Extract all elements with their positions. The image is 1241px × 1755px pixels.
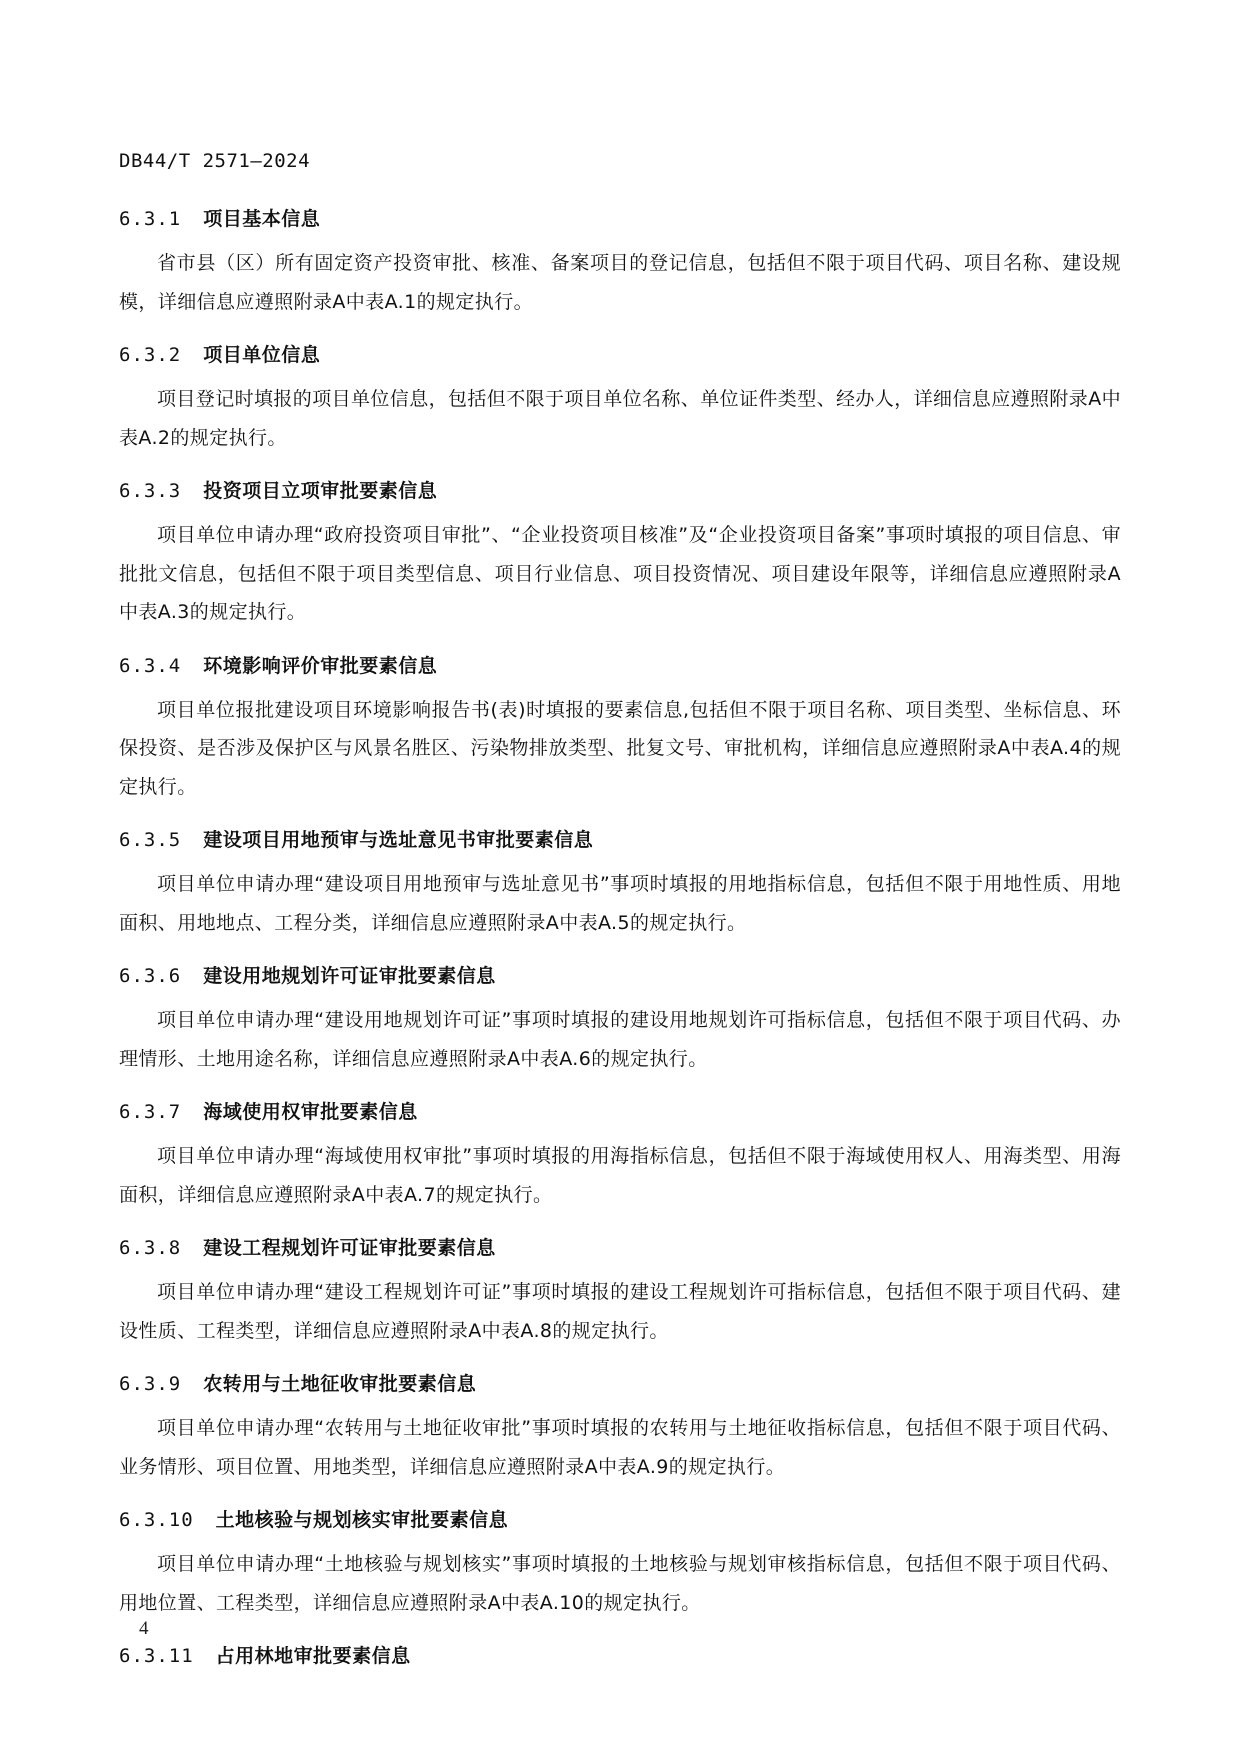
section-title: 占用林地审批要素信息 [215,1645,411,1667]
document-content [119,200,1121,1681]
section-6-3-7 [119,1093,1121,1214]
section-number: 6.3.8 [119,1237,182,1259]
section-heading [119,957,1121,995]
section-body: 项目单位申请办理“海域使用权审批”事项时填报的用海指标信息，包括但不限于海域使用权人、用海类型、用海面积，详细信息应遵照附录A中表A.7的规定执行。 [119,1145,1121,1206]
section-number: 6.3.10 [119,1509,194,1531]
section-heading [119,1501,1121,1539]
section-body: 项目登记时填报的项目单位信息，包括但不限于项目单位名称、单位证件类型、经办人，详细信息应遵照附录A中表A.2的规定执行。 [119,388,1122,449]
section-title: 建设用地规划许可证审批要素信息 [203,965,496,987]
section-6-3-11 [119,1637,1121,1675]
section-number: 6.3.6 [119,965,182,987]
section-number: 6.3.1 [119,208,182,230]
section-number: 6.3.4 [119,654,182,677]
section-6-3-4 [119,647,1121,807]
section-title: 环境影响评价审批要素信息 [203,654,438,677]
section-title: 建设工程规划许可证审批要素信息 [203,1237,496,1259]
section-body: 省市县（区）所有固定资产投资审批、核准、备案项目的登记信息，包括但不限于项目代码、项目名称、建设规模，详细信息应遵照附录A中表A.1的规定执行。 [119,252,1121,313]
section-title: 建设项目用地预审与选址意见书审批要素信息 [203,829,594,851]
section-6-3-9 [119,1365,1121,1486]
section-title: 投资项目立项审批要素信息 [203,480,438,502]
section-heading [119,1365,1121,1403]
section-heading [119,1229,1121,1267]
section-heading [119,336,1121,374]
section-heading [119,647,1121,685]
section-heading [119,1093,1121,1131]
section-6-3-3 [119,472,1121,632]
section-6-3-10 [119,1501,1121,1622]
section-body: 项目单位申请办理“建设项目用地预审与选址意见书”事项时填报的用地指标信息，包括但不限于用地性质、用地面积、用地地点、工程分类，详细信息应遵照附录A中表A.5的规定执行。 [119,873,1121,934]
section-number: 6.3.3 [119,480,182,502]
section-heading [119,472,1121,510]
section-6-3-6 [119,957,1121,1078]
document-code: DB44/T 2571—2024 [119,150,311,172]
section-title: 项目单位信息 [203,344,321,366]
section-heading [119,200,1121,238]
section-title: 农转用与土地征收审批要素信息 [203,1373,477,1395]
section-body: 项目单位申请办理“政府投资项目审批”、“企业投资项目核准”及“企业投资项目备案”事项时填报的项目信息、审批批文信息，包括但不限于项目类型信息、项目行业信息、项目投资情况、项目建设年限等，详细信息应遵照附录A中表A.3的规定执行。 [119,524,1121,623]
section-body: 项目单位申请办理“土地核验与规划核实”事项时填报的土地核验与规划审核指标信息，包括但不限于项目代码、用地位置、工程类型，详细信息应遵照附录A中表A.10的规定执行。 [119,1553,1121,1614]
section-6-3-2 [119,336,1121,457]
section-number: 6.3.5 [119,829,182,851]
section-title: 土地核验与规划核实审批要素信息 [215,1509,509,1531]
section-title: 项目基本信息 [203,208,321,230]
section-number: 6.3.2 [119,344,182,366]
section-body: 项目单位报批建设项目环境影响报告书(表)时填报的要素信息,包括但不限于项目名称、项目类型、坐标信息、环保投资、是否涉及保护区与风景名胜区、污染物排放类型、批复文号、审批机构，详细信息应遵照附录A中表A.4的规定执行。 [119,698,1121,798]
section-6-3-8 [119,1229,1121,1350]
section-number: 6.3.11 [119,1645,194,1667]
page-number: 4 [139,1618,149,1639]
section-number: 6.3.7 [119,1101,182,1123]
section-body: 项目单位申请办理“建设工程规划许可证”事项时填报的建设工程规划许可指标信息，包括但不限于项目代码、建设性质、工程类型，详细信息应遵照附录A中表A.8的规定执行。 [119,1281,1121,1342]
section-6-3-5 [119,821,1121,942]
section-number: 6.3.9 [119,1373,182,1395]
section-body: 项目单位申请办理“农转用与土地征收审批”事项时填报的农转用与土地征收指标信息，包括但不限于项目代码、业务情形、项目位置、用地类型，详细信息应遵照附录A中表A.9的规定执行。 [119,1417,1121,1478]
section-body: 项目单位申请办理“建设用地规划许可证”事项时填报的建设用地规划许可指标信息，包括但不限于项目代码、办理情形、土地用途名称，详细信息应遵照附录A中表A.6的规定执行。 [119,1009,1121,1070]
section-heading [119,1637,1121,1675]
section-heading [119,821,1121,859]
section-6-3-1 [119,200,1121,321]
section-title: 海域使用权审批要素信息 [203,1101,418,1123]
